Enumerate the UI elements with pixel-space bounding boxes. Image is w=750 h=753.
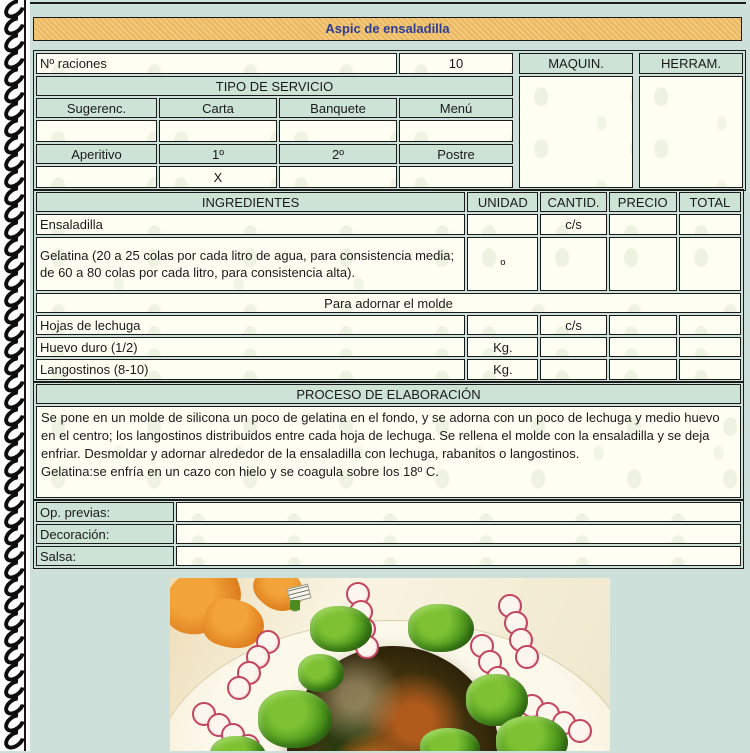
decoracion-label: Decoración:	[36, 524, 174, 544]
op-previas-label: Op. previas:	[36, 502, 174, 522]
maquinaria-header: MAQUIN.	[519, 53, 633, 74]
ingrediente-total	[679, 359, 741, 380]
maquinaria-cell	[519, 76, 633, 188]
herramientas-header: HERRAM.	[639, 53, 743, 74]
ingredientes-table	[33, 189, 744, 383]
salsa-label: Salsa:	[36, 546, 174, 566]
servicio-marca-primero: X	[159, 166, 277, 188]
radish-slice	[515, 645, 539, 669]
column-gap	[635, 53, 637, 188]
adorno-divider: Para adornar el molde	[36, 293, 741, 313]
ingrediente-precio	[609, 237, 677, 291]
lettuce-garnish	[258, 690, 332, 748]
precio-header: PRECIO	[609, 192, 677, 212]
proceso-header: PROCESO DE ELABORACIÓN	[36, 384, 741, 404]
servicio-valor-banquete	[279, 120, 397, 142]
ingrediente-unidad	[467, 214, 538, 235]
raciones-value: 10	[399, 53, 513, 74]
raciones-label: Nº raciones	[36, 53, 397, 74]
table-row	[36, 524, 741, 544]
servicio-col-aperitivo: Aperitivo	[36, 144, 157, 164]
ingrediente-cantidad	[540, 359, 606, 380]
proceso-parrafo: Se pone en un molde de silicona un poco de gelatina en el fondo, y se adorna con un poco de lechuga y medio huevo en el centro; los langostinos distribuidos entre cada hoja de lechuga. Se rellena el molde con la ensaladilla y se deja enfriar. Desmoldar y adornar alrededor de la ensaladilla con lechuga, rabanitos o langostinos.	[41, 410, 720, 461]
ingrediente-total	[679, 237, 741, 291]
ingrediente-nombre: Huevo duro (1/2)	[36, 337, 465, 357]
ingredientes-header: INGREDIENTES	[36, 192, 465, 212]
total-header: TOTAL	[679, 192, 741, 212]
ingrediente-total	[679, 337, 741, 357]
ingrediente-nombre: Hojas de lechuga	[36, 315, 465, 335]
servicio-valor-sugerencia	[36, 120, 157, 142]
tipo-servicio-header: TIPO DE SERVICIO	[36, 76, 513, 96]
column-gap	[515, 53, 517, 188]
servicio-col-sugerencia: Sugerenc.	[36, 98, 157, 118]
servicio-col-menu: Menú	[399, 98, 513, 118]
radish-slice	[227, 676, 251, 700]
servicio-valor-menu	[399, 120, 513, 142]
dish-photo	[170, 578, 610, 751]
herb-sprig	[290, 600, 300, 616]
table-row	[36, 337, 741, 357]
cantidad-header: CANTID.	[540, 192, 606, 212]
ingrediente-nombre: Langostinos (8-10)	[36, 359, 465, 380]
recipe-title: Aspic de ensaladilla	[33, 17, 742, 41]
spiral-binding	[0, 0, 30, 751]
servicio-marca-segundo	[279, 166, 397, 188]
salsa-value	[176, 546, 741, 566]
servicio-col-postre: Postre	[399, 144, 513, 164]
ingrediente-nombre: Gelatina (20 a 25 colas por cada litro de agua, para consistencia media; de 60 a 80 colas por cada litro, para consistencia alta).	[36, 237, 465, 291]
table-row	[36, 214, 741, 235]
lettuce-garnish	[298, 654, 344, 692]
decoracion-value	[176, 524, 741, 544]
table-row	[36, 237, 741, 291]
ingrediente-unidad: Kg.	[467, 359, 538, 380]
table-row	[36, 546, 741, 566]
proceso-texto	[36, 406, 741, 498]
op-previas-value	[176, 502, 741, 522]
extras-table	[33, 499, 744, 569]
ingrediente-precio	[609, 214, 677, 235]
ingrediente-unidad: Kg.	[467, 337, 538, 357]
ingrediente-unidad: º	[467, 237, 538, 291]
ingrediente-total	[679, 315, 741, 335]
servicio-col-carta: Carta	[159, 98, 277, 118]
ingrediente-precio	[609, 315, 677, 335]
servicio-marca-postre	[399, 166, 513, 188]
radish-slice	[568, 719, 592, 743]
ingrediente-nombre: Ensaladilla	[36, 214, 465, 235]
top-rule	[28, 2, 746, 4]
ingrediente-unidad	[467, 315, 538, 335]
proceso-nota: Gelatina:se enfría en un cazo con hielo y se coagula sobre los 18º C.	[41, 464, 439, 479]
table-row	[36, 359, 741, 380]
ingrediente-cantidad: c/s	[540, 315, 606, 335]
servicio-valor-carta	[159, 120, 277, 142]
ingrediente-precio	[609, 359, 677, 380]
herramientas-cell	[639, 76, 743, 188]
servicio-marca-aperitivo	[36, 166, 157, 188]
table-row	[36, 315, 741, 335]
servicio-col-banquete: Banquete	[279, 98, 397, 118]
ingrediente-cantidad	[540, 237, 606, 291]
proceso-table	[33, 381, 744, 501]
ingrediente-cantidad: c/s	[540, 214, 606, 235]
servicio-col-segundo: 2º	[279, 144, 397, 164]
table-row	[36, 502, 741, 522]
servicio-col-primero: 1º	[159, 144, 277, 164]
ingrediente-total	[679, 214, 741, 235]
ingrediente-cantidad	[540, 337, 606, 357]
lettuce-garnish	[310, 606, 372, 652]
ingrediente-precio	[609, 337, 677, 357]
unidad-header: UNIDAD	[467, 192, 538, 212]
top-table	[33, 50, 746, 191]
lettuce-garnish	[408, 604, 474, 652]
